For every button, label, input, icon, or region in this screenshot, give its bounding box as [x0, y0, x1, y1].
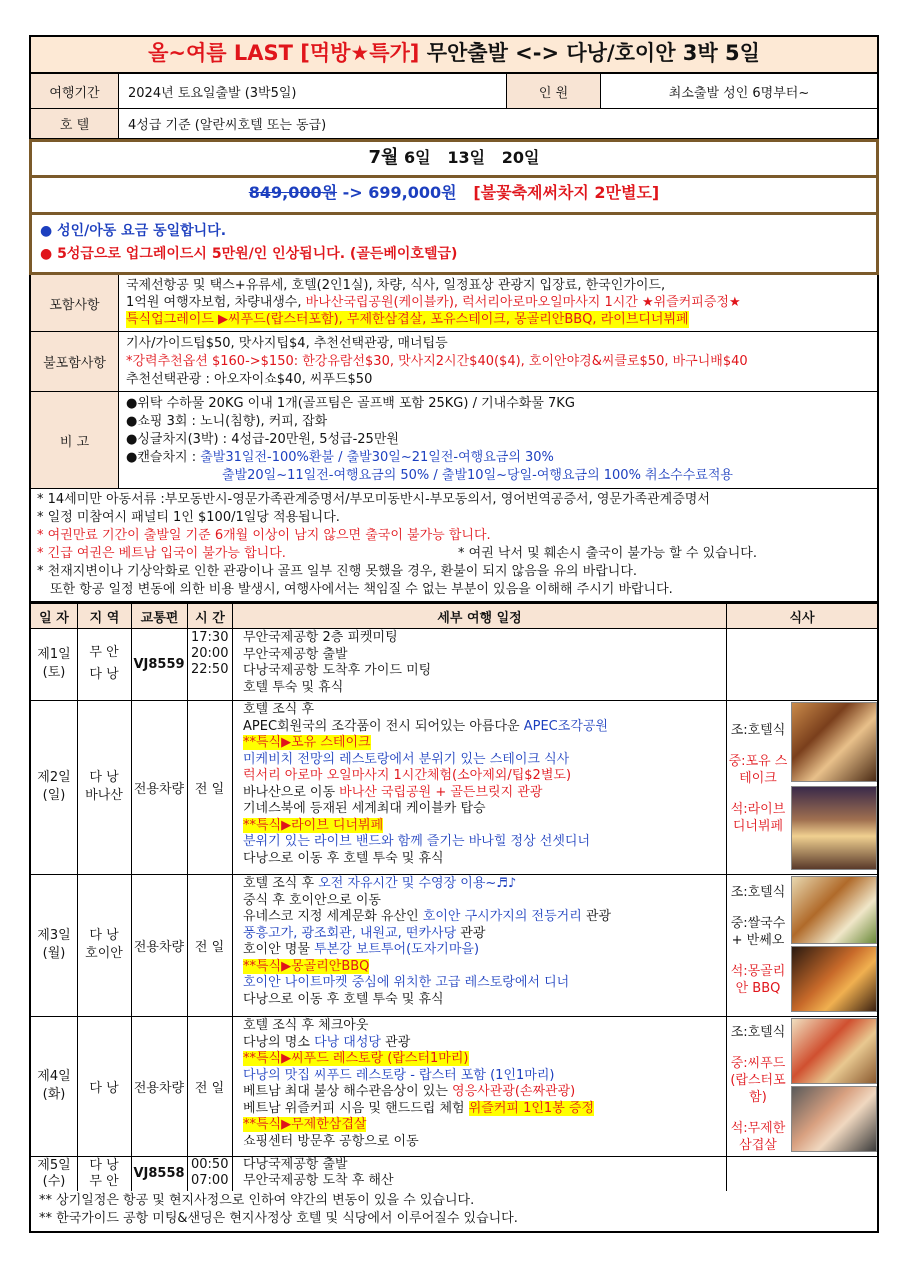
remarks-label: 비 고 [31, 392, 119, 488]
day-5-label [31, 1156, 77, 1191]
day-4-label [31, 1016, 77, 1156]
day-5-line-2: 무안국제공항 도착 후 해산 [243, 1173, 394, 1188]
term-4 [37, 545, 871, 563]
day-3-line-7: 호이안 나이트마켓 중심에 위치한 고급 레스토랑에서 디너 [243, 975, 570, 990]
term-4b: * 여권 낙서 및 훼손시 출국이 불가능 할 수 있습니다. [458, 546, 757, 561]
day-5-time-1: 00:50 [191, 1157, 229, 1172]
day-3-meal-lunch: 중:쌀국수+ 반쎄오 [730, 916, 786, 948]
info-hotel-row [29, 109, 879, 139]
pho-photo [791, 876, 877, 944]
seafood-photo [791, 1018, 877, 1084]
term-2: * 일정 미참여시 패널티 1인 $100/1일당 적용됩니다. [37, 510, 340, 525]
day-2-meal-dinner: 석:라이브 디너뷔페 [730, 802, 786, 834]
remarks-line-3: ●싱글차지(3박) : 4성급-20만원, 5성급-25만원 [126, 432, 399, 447]
day-1-region-2: 다 낭 [89, 667, 119, 682]
day-4-line-5b: 영응사관광(손짜관광) [452, 1084, 576, 1099]
day-2-transport: 전용차량 [133, 781, 185, 797]
day-2-line-6 [243, 785, 608, 802]
term-5: * 천재지변이나 기상악화로 인한 관광이나 골프 일부 진행 못했을 경우, 환불이 되지 않음을 유의 바랍니다. [37, 564, 638, 579]
day-1-transport: VJ8559 [133, 656, 185, 672]
col-meal: 식사 [726, 604, 877, 628]
day-2-region-2: 바나산 [85, 788, 123, 803]
day-2-line-1: 호텔 조식 후 [243, 702, 315, 717]
day-3-line-1a: 호텔 조식 후 [243, 876, 319, 891]
day-3-line-3c: 관광 [581, 909, 612, 924]
remarks-line-4b: 출발31일전-100%환불 / 출발30일~21일전-여행요금의 30% [200, 450, 554, 465]
day-2-meals [727, 722, 789, 835]
day-4-line-8: 쇼핑센터 방문후 공항으로 이동 [243, 1133, 419, 1149]
day-1-time-3: 22:50 [191, 662, 229, 677]
day-5-num: 제5일 [37, 1157, 71, 1173]
day-3-line-3 [243, 909, 611, 926]
day-2-line-5: 럭서리 아로마 오일마사지 1시간체험(소아제외/팁$2별도) [243, 768, 572, 783]
day-1-label [31, 628, 77, 700]
excluded-line-2: *강력추천옵션 $160->$150: 한강유람선$30, 맛사지2시간$40($4), 호이안야경&씨클로$50, 바구니배$40 [126, 354, 748, 369]
term-3: * 여권만료 기간이 출발일 기준 6개월 이상이 남지 않으면 출국이 불가능 합니다. [37, 528, 491, 543]
day-2-special-1: **특식▶포유 스테이크 [243, 735, 371, 750]
day-row-3 [31, 874, 877, 1017]
day-2-line-6a: 바나산으로 이동 [243, 784, 340, 800]
day-4-line-4: 다낭의 맛집 씨푸드 레스토랑 - 랍스터 포함 (1인1마리) [243, 1067, 555, 1083]
day-5-transport: VJ8558 [133, 1166, 185, 1181]
info-period-row [29, 74, 879, 109]
date-3: 20일 [501, 148, 540, 167]
day-5-time-2: 07:00 [191, 1173, 229, 1188]
price-arrow: -> [337, 183, 369, 202]
day-4-line-5 [243, 1084, 594, 1101]
day-3-line-4 [243, 926, 611, 943]
bbq-photo [791, 946, 877, 1012]
itinerary-sheet [29, 35, 879, 1233]
day-4-detail [243, 1018, 594, 1150]
footer-note-2: ** 한국가이드 공항 미팅&샌딩은 현지사정상 호텔 및 식당에서 이루어질수 있습니다. [39, 1211, 518, 1226]
day-3-line-3a: 유네스코 지정 세계문화 유산인 [243, 909, 423, 924]
day-row-5 [31, 1156, 877, 1192]
excluded-row [29, 332, 879, 392]
period-label: 여행기간 [31, 74, 119, 108]
day-4-special-2: **특식▶무제한삼겹살 [243, 1117, 367, 1132]
day-3-region-2: 호이안 [85, 946, 123, 961]
day-1-time-1: 17:30 [191, 630, 229, 645]
day-2-meal-breakfast: 조:호텔식 [730, 723, 786, 738]
pork-belly-photo [791, 1086, 877, 1152]
day-5-region-2: 무 안 [89, 1173, 119, 1189]
day-5-region-1: 다 낭 [89, 1157, 119, 1173]
term-6: 또한 항공 일정 변동에 의한 비용 발생시, 여행사에서는 책임질 수 없는 부분이 있음을 이해해 주시기 바랍니다. [50, 582, 673, 597]
schedule-header [31, 604, 877, 629]
excluded-content [126, 335, 748, 389]
day-3-line-1b: 오전 자유시간 및 수영장 이용~♬♪ [318, 876, 517, 891]
title-route: 무안출발 <-> 다낭/호이안 3박 5일 [419, 41, 760, 65]
day-4-line-6b: 위즐커피 1인1봉 증정 [468, 1100, 595, 1116]
col-detail: 세부 여행 일정 [232, 604, 726, 628]
day-4-line-2a: 다낭의 명소 [243, 1034, 315, 1050]
day-2-num: 제2일 [37, 770, 71, 785]
note-line-1 [40, 220, 868, 243]
day-1-num: 제1일 [37, 647, 71, 662]
day-2-special-2: **특식▶라이브 디너뷔페 [243, 817, 384, 833]
term-1: * 14세미만 아동서류 :부모동반시-영문가족관계증명서/부모미동반시-부모동의서, 영어번역공증서, 영문가족관계증명서 [37, 492, 710, 507]
remarks-line-5: 출발20일~11일전-여행요금의 50% / 출발10일~당일-여행요금의 100% 취소수수료적용 [222, 468, 733, 483]
day-1-region [77, 628, 131, 700]
col-day: 일 자 [39, 610, 69, 626]
day-4-line-2c: 관광 [381, 1034, 411, 1050]
date-2: 13일 [447, 148, 486, 167]
day-1-dow: (토) [42, 665, 66, 680]
day-3-detail [243, 876, 611, 1008]
day-5-times [191, 1157, 228, 1189]
day-4-meal-breakfast: 조:호텔식 [730, 1025, 786, 1040]
new-price: 699,000원 [368, 183, 457, 202]
excluded-line-3: 추천선택관광 : 아오자이쇼$40, 씨푸드$50 [126, 372, 373, 387]
included-line-2b: 바나산국립공원(케이블카), 럭서리아로마오일마사지 1시간 ★위즐커피증정★ [305, 295, 741, 310]
included-label: 포함사항 [31, 275, 119, 331]
surcharge-note: [불꽃축제써차지 2만별도] [473, 183, 660, 202]
day-1-line-2: 무안국제공항 출발 [243, 646, 348, 662]
day-5-region [77, 1156, 131, 1191]
day-4-line-6a: 베트남 위즐커피 시음 및 핸드드립 체험 [243, 1100, 469, 1116]
day-5-detail [243, 1157, 394, 1189]
day-4-meals [727, 1024, 789, 1154]
price-notes [29, 215, 879, 275]
day-2-line-9: 분위기 있는 라이브 밴드와 함께 즐기는 바나힐 정상 선셋디너 [243, 834, 591, 849]
hotel-label: 호 텔 [31, 109, 119, 138]
day-4-line-6 [243, 1101, 594, 1118]
day-3-line-2: 중식 후 호이안으로 이동 [243, 892, 381, 908]
note-bullet-blue: ● [40, 223, 53, 239]
day-3-line-1 [243, 876, 611, 893]
day-3-meal-dinner: 석:몽골리안 BBQ [730, 964, 786, 996]
day-1-detail [243, 630, 431, 696]
terms-block [29, 489, 879, 602]
day-2-line-10: 다낭으로 이동 후 호텔 투숙 및 휴식 [243, 850, 444, 866]
hotel-value: 4성급 기준 (알란씨호텔 또는 동급) [128, 118, 327, 133]
col-time: 시 간 [187, 604, 232, 628]
day-5-dow: (수) [42, 1173, 66, 1189]
excluded-line-1: 기사/가이드팁$50, 맛사지팁$4, 추천선택관광, 매너팁등 [126, 336, 448, 351]
remarks-line-4 [126, 449, 733, 467]
day-5-line-1: 다낭국제공항 출발 [243, 1157, 348, 1172]
old-price: 849,000원 [248, 183, 338, 202]
remarks-content [126, 395, 733, 485]
day-3-transport: 전용차량 [133, 939, 185, 955]
day-2-line-2b: APEC조각공원 [523, 718, 608, 734]
day-row-2 [31, 700, 877, 875]
day-4-meal-dinner: 석:무제한 삼겹살 [730, 1121, 786, 1153]
day-3-line-4a: 풍흥고가, 광조회관, 내원교, 떤카사당 [243, 925, 457, 941]
day-1-times [191, 630, 228, 678]
date-1: 6일 [404, 148, 431, 167]
day-4-region: 다 낭 [89, 1080, 119, 1096]
remarks-row [29, 392, 879, 489]
remarks-line-1: ●위탁 수하물 20KG 이내 1개(골프팀은 골프백 포함 25KG) / 기내수화물 7KG [126, 396, 575, 411]
day-3-line-5b: 투본강 보트투어(도자기마을) [314, 942, 480, 957]
day-4-line-2b: 다낭 대성당 [314, 1034, 381, 1050]
day-3-label [31, 874, 77, 1016]
included-content [126, 277, 741, 328]
day-row-4 [31, 1016, 877, 1157]
period-value: 2024년 토요일출발 (3박5일) [128, 85, 297, 101]
buffet-photo [791, 786, 877, 870]
included-row [29, 275, 879, 332]
note-text-2: 5성급으로 업그레이드시 5만원/인 인상됩니다. (골든베이호텔급) [57, 246, 458, 262]
title-highlight: 올~여름 LAST [먹방★특가] [148, 41, 420, 65]
remarks-line-2: ●쇼핑 3회 : 노니(침향), 커피, 잡화 [126, 414, 328, 429]
people-value: 최소출발 성인 6명부터~ [668, 85, 810, 101]
day-2-line-2 [243, 719, 608, 736]
footer-note-1: ** 상기일정은 항공 및 현지사정으로 인하여 약간의 변동이 있을 수 있습니다. [39, 1193, 475, 1208]
day-3-line-5 [243, 942, 611, 959]
day-3-region [77, 874, 131, 1016]
day-2-line-6b: 바나산 국립공원 + 골든브릿지 관광 [339, 784, 543, 800]
included-line-3: 특식업그레이드 ▶씨푸드(랍스터포함), 무제한삼겹살, 포유스테이크, 몽골리안BBQ, 라이브디너뷔페 [126, 312, 689, 327]
day-2-region [77, 700, 131, 874]
people-label: 인 원 [506, 74, 601, 108]
schedule-table [29, 602, 879, 1233]
excluded-label: 불포함사항 [31, 332, 119, 391]
day-3-line-4b: 관광 [456, 925, 486, 941]
term-4a: * 긴급 여권은 베트남 입국이 불가능 합니다. [37, 546, 286, 561]
day-4-time: 전 일 [194, 1080, 225, 1096]
day-1-line-4: 호텔 투숙 및 휴식 [243, 679, 344, 695]
day-3-dow: (월) [42, 946, 66, 961]
day-2-time: 전 일 [194, 781, 225, 797]
dates-month: 7월 [368, 147, 399, 168]
col-region: 지 역 [77, 604, 131, 628]
day-1-time-2: 20:00 [191, 646, 229, 661]
included-line-1: 국제선항공 및 택스+유류세, 호텔(2인1실), 차량, 식사, 일정표상 관광지 입장료, 한국인가이드, [126, 278, 666, 293]
day-3-time: 전 일 [194, 939, 225, 955]
day-2-line-2a: APEC회원국의 조각품이 전시 되어있는 아름다운 [243, 718, 524, 734]
note-line-2 [40, 243, 868, 266]
note-text-1: 성인/아동 요금 동일합니다. [57, 223, 227, 239]
note-bullet-red: ● [40, 246, 53, 262]
included-line-2a: 1억원 여행자보험, 차량내생수, [126, 295, 306, 310]
day-4-num: 제4일 [37, 1069, 71, 1084]
steak-photo [791, 702, 877, 782]
day-2-detail [243, 702, 608, 867]
day-4-meal-lunch: 중:씨푸드 (랍스터포함) [730, 1056, 786, 1105]
day-2-region-1: 다 낭 [89, 770, 119, 785]
day-3-meal-breakfast: 조:호텔식 [730, 885, 786, 900]
day-1-line-1: 무안국제공항 2층 피켓미팅 [243, 630, 398, 645]
day-1-line-3: 다낭국제공항 도착후 가이드 미팅 [243, 663, 432, 678]
day-3-line-8: 다낭으로 이동 후 호텔 투숙 및 휴식 [243, 991, 444, 1007]
day-2-label [31, 700, 77, 874]
departure-dates [29, 139, 879, 175]
included-line-2 [126, 294, 741, 311]
day-1-region-1: 무 안 [89, 645, 119, 660]
day-4-special-1: **특식▶씨푸드 레스토랑 (랍스터1마리) [243, 1051, 469, 1066]
day-3-line-5a: 호이안 명물 [243, 942, 315, 957]
day-2-line-7: 기네스북에 등재된 세계최대 케이블카 탑승 [243, 801, 486, 816]
col-transport: 교통편 [131, 604, 187, 628]
day-2-dow: (일) [42, 788, 66, 803]
day-3-special: **특식▶몽골리안BBQ [243, 958, 370, 974]
day-4-line-2 [243, 1035, 594, 1052]
day-3-meals [727, 884, 789, 997]
price-box [29, 175, 879, 215]
day-row-1 [31, 628, 877, 701]
day-3-line-3b: 호이안 구시가지의 전등거리 [422, 909, 582, 924]
day-4-dow: (화) [42, 1087, 66, 1102]
day-2-line-4: 미케비치 전망의 레스토랑에서 분위기 있는 스테이크 식사 [243, 751, 570, 767]
day-4-line-1: 호텔 조식 후 체크아웃 [243, 1018, 369, 1033]
day-3-region-1: 다 낭 [89, 928, 119, 943]
schedule-footer [31, 1191, 877, 1231]
day-4-line-5a: 베트남 최대 불상 해수관음상이 있는 [243, 1084, 453, 1099]
day-4-transport: 전용차량 [133, 1080, 185, 1096]
page-title [29, 35, 879, 74]
day-3-num: 제3일 [37, 928, 71, 943]
day-2-meal-lunch: 중:포유 스테이크 [728, 754, 788, 786]
remarks-line-4a: ●캔슬차지 : [126, 450, 201, 465]
